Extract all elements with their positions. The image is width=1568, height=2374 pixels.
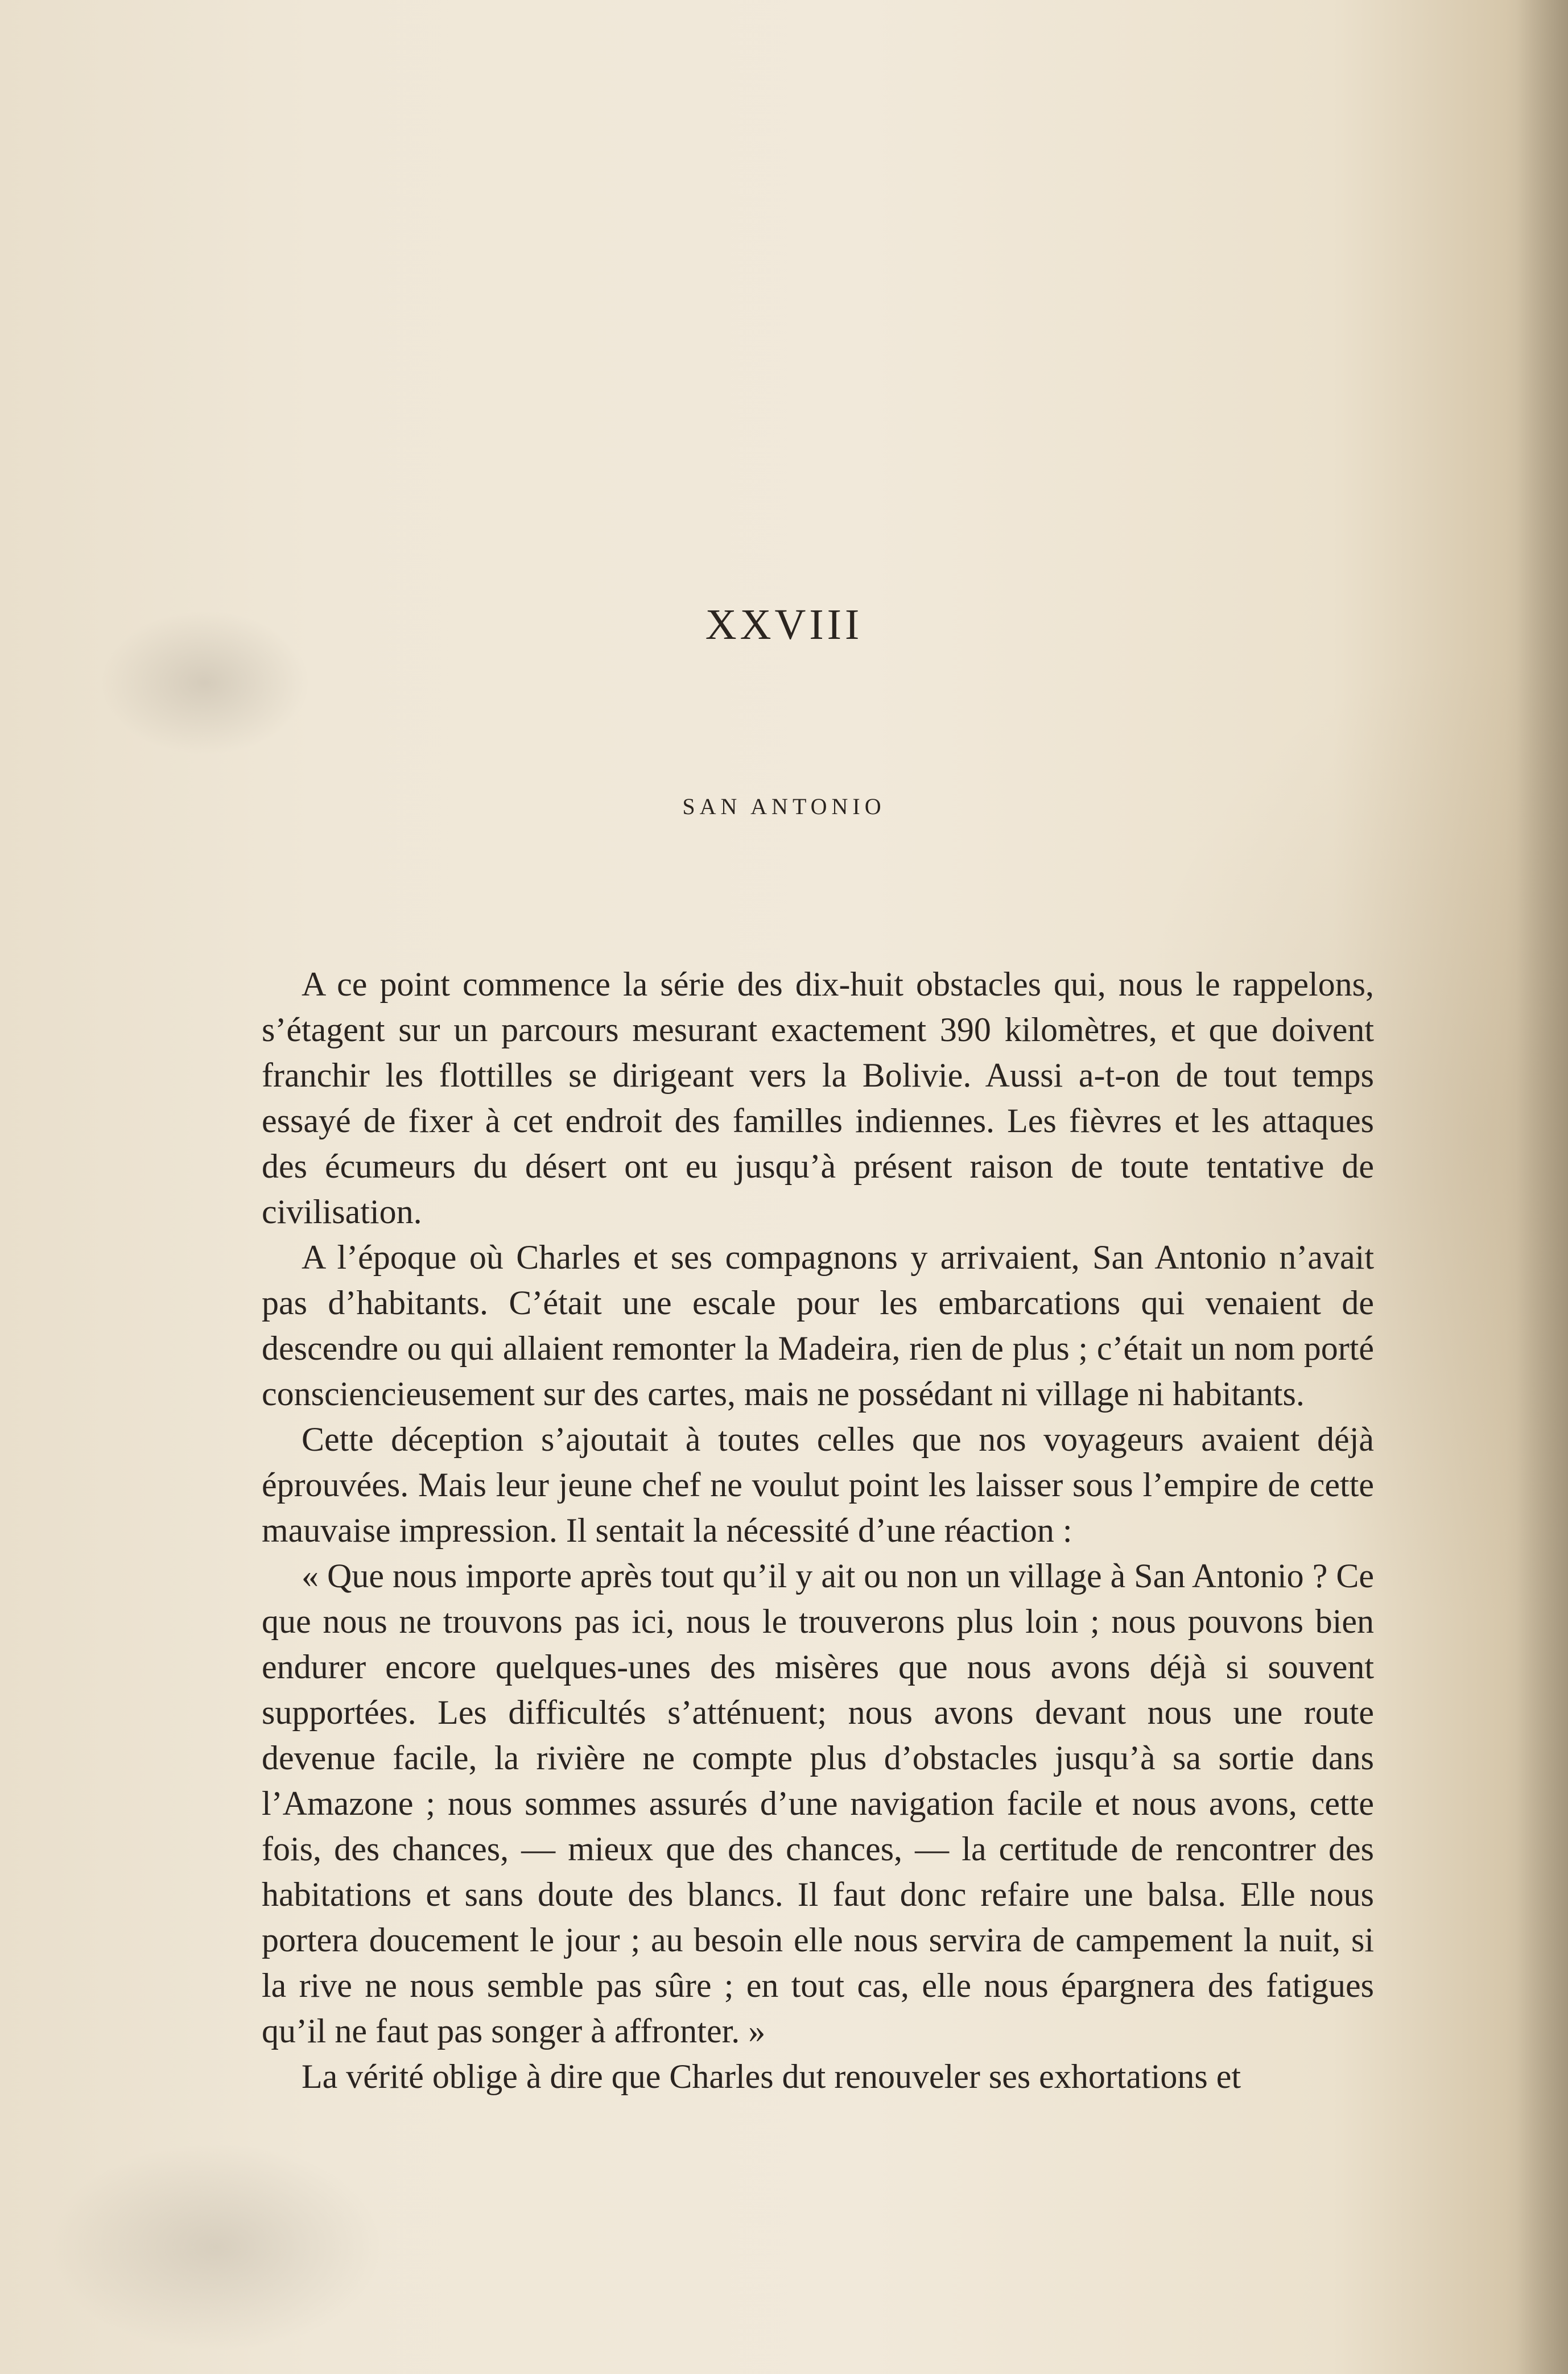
chapter-number: XXVIII bbox=[705, 601, 863, 649]
paragraph-5: La vérité oblige à dire que Charles dut renouveler ses exhortations et bbox=[302, 2058, 1241, 2095]
body-text bbox=[262, 961, 1374, 2099]
paragraph-2: A l’époque où Charles et ses compagnons y arrivaient, San Antonio n’avait pas d’habitants. C’était une escale pour les embarcations qui venaient de descendre ou qui allaient remonter la Madeira, rien de plus ; c’était un nom porté consciencieusement sur des cartes, mais ne possédant ni village ni habitants. bbox=[262, 1238, 1374, 1413]
chapter-title: SAN ANTONIO bbox=[682, 794, 886, 819]
paragraph-4: « Que nous importe après tout qu’il y ait ou non un village à San Antonio ? Ce que nous ne trouvons pas ici, nous le trouverons plus loin ; nous pouvons bien endurer encore quelques-unes des misères que nous avons déjà si souvent supportées. Les difficultés s’atténuent; nous avons devant nous une route devenue facile, la rivière ne compte plus d’obstacles jusqu’à sa sortie dans l’Amazone ; nous sommes assurés d’une navigation facile et nous avons, cette fois, des chances, — mieux que des chances, — la certitude de rencontrer des habitations et sans doute des blancs. Il faut donc refaire une balsa. Elle nous portera doucement le jour ; au besoin elle nous servira de campement la nuit, si la rive ne nous semble pas sûre ; en tout cas, elle nous épargnera des fatigues qu’il ne faut pas songer à affronter. » bbox=[262, 1557, 1374, 2050]
paragraph-3: Cette déception s’ajoutait à toutes celles que nos voyageurs avaient déjà éprouvées. Mais leur jeune chef ne voulut point les laisser sous l’empire de cette mauvaise impression. Il sentait la nécessité d’une réaction : bbox=[262, 1421, 1374, 1549]
paragraph-1: A ce point commence la série des dix-huit obstacles qui, nous le rappelons, s’étagent sur un parcours mesurant exactement 390 kilomètres, et que doivent franchir les flottilles se dirigeant vers la Bolivie. Aussi a-t-on de tout temps essayé de fixer à cet endroit des familles indiennes. Les fièvres et les attaques des écumeurs du désert ont eu jusqu’à présent raison de toute tentative de civilisation. bbox=[262, 965, 1374, 1231]
page-edge-shadow bbox=[1517, 0, 1568, 2374]
